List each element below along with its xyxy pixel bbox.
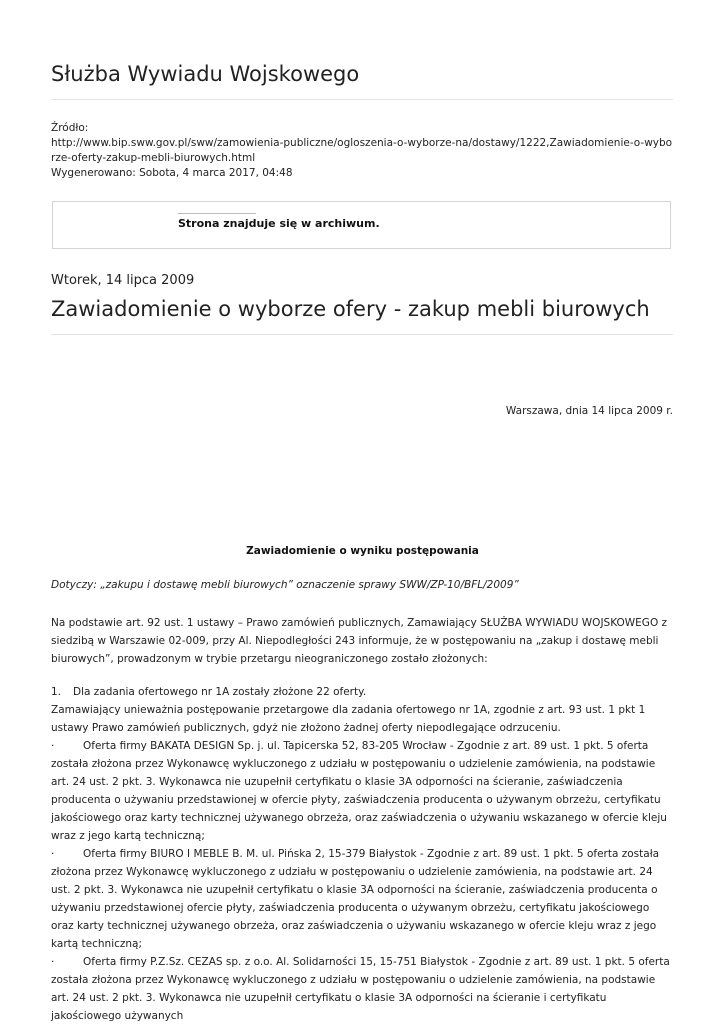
- place-date: Warszawa, dnia 14 lipca 2009 r.: [505, 405, 673, 417]
- source-url[interactable]: http://www.bip.sww.gov.pl/sww/zamowienia-publiczne/ogloszenia-o-wyborze-na/dostawy/1222,Zawiadomienie-o-wyborze-oferty-zakup-mebli-biurowych.html: [51, 137, 673, 164]
- intro-paragraph: [51, 614, 673, 668]
- header-divider: [51, 99, 673, 100]
- offers-section: [51, 683, 673, 1025]
- item1-heading-text: Dla zadania ofertowego nr 1A zostały złożone 22 oferty.: [73, 686, 367, 698]
- item1-number: 1.: [51, 686, 62, 698]
- bullet: ·: [51, 848, 55, 860]
- source-info: [51, 121, 673, 181]
- source-label: Źródło:: [51, 122, 89, 134]
- list-item: [51, 845, 673, 953]
- offer-text: Oferta firmy BAKATA DESIGN Sp. j. ul. Tapicerska 52, 83-205 Wrocław - Zgodnie z art. 89 ust. 1 pkt. 5 oferta została złożona przez Wykonawcę wykluczonego z udziału w postępowaniu o udzielenie zamówienia, na podstawie art. 24 ust. 2 pkt. 3. Wykonawca nie uzupełnił certyfikatu o klasie 3A odporności na ścieranie, zaświadczenia producenta o używaniu przedstawionej w ofercie płyty, zaświadczenia producenta o używanym obrzeżu, certyfikatu jakościowego oraz karty technicznej używanego obrzeża, oraz zaświadczenia o używaniu wskazanego w ofercie kleju wraz z jego kartą techniczną;: [51, 740, 667, 842]
- offer-text: Oferta firmy P.Z.Sz. CEZAS sp. z o.o. Al. Solidarności 15, 15-751 Białystok - Zgodnie z art. 89 ust. 1 pkt. 5 oferta została złożona przez Wykonawcę wykluczonego z udziału w postępowaniu o udzielenie zamówienia, na podstawie art. 24 ust. 2 pkt. 3. Wykonawca nie uzupełnił certyfikatu o klasie 3A odporności na ścieranie i certyfikatu jakościowego używanych: [51, 956, 670, 1022]
- item1-text: Zamawiający unieważnia postępowanie przetargowe dla zadania ofertowego nr 1A, zgodnie z art. 93 ust. 1 pkt 1 ustawy Prawo zamówień publicznych, gdyż nie złożono żadnej oferty niepodlegające odrzuceniu.: [51, 704, 646, 734]
- item1-heading: [51, 683, 673, 701]
- archive-notice-box: [52, 201, 671, 249]
- page-title: Zawiadomienie o wyborze ofery - zakup mebli biurowych: [51, 297, 650, 321]
- notice-title: Zawiadomienie o wyniku postępowania: [246, 545, 479, 557]
- intro-text: Na podstawie art. 92 ust. 1 ustawy – Prawo zamówień publicznych, Zamawiający SŁUŻBA WYWIADU WOJSKOWEGO z siedzibą w Warszawie 02-009, przy Al. Niepodległości 243 informuje, że w postępowaniu na „zakup i dostawę mebli biurowych”, prowadzonym w trybie przetargu nieograniczonego zostało złożonych:: [51, 617, 668, 665]
- bullet: ·: [51, 956, 55, 968]
- concerns-line: Dotyczy: „zakupu i dostawę mebli biurowych” oznaczenie sprawy SWW/ZP-10/BFL/2009”: [51, 579, 519, 591]
- archive-divider: [178, 213, 256, 214]
- list-item: [51, 737, 673, 845]
- generated-date: Wygenerowano: Sobota, 4 marca 2017, 04:48: [51, 167, 293, 179]
- archive-notice: Strona znajduje się w archiwum.: [178, 217, 380, 230]
- bullet: ·: [51, 740, 55, 752]
- title-divider: [51, 334, 673, 335]
- site-title: Służba Wywiadu Wojskowego: [51, 62, 360, 86]
- article-date: Wtorek, 14 lipca 2009: [51, 273, 195, 288]
- list-item: [51, 953, 673, 1025]
- offer-text: Oferta firmy BIURO I MEBLE B. M. ul. Pińska 2, 15-379 Białystok - Zgodnie z art. 89 ust. 1 pkt. 5 oferta została złożona przez Wykonawcę wykluczonego z udziału w postępowaniu o udzielenie zamówienia, na podstawie art. 24 ust. 2 pkt. 3. Wykonawca nie uzupełnił certyfikatu o klasie 3A odporności na ścieranie, zaświadczenia producenta o używaniu przedstawionej ofercie płyty, zaświadczenia producenta o używanym obrzeżu, certyfikatu jakościowego oraz karty technicznej używanego obrzeża, oraz zaświadczenia o używaniu wskazanego w ofercie kleju wraz z jego kartą techniczną;: [51, 848, 660, 950]
